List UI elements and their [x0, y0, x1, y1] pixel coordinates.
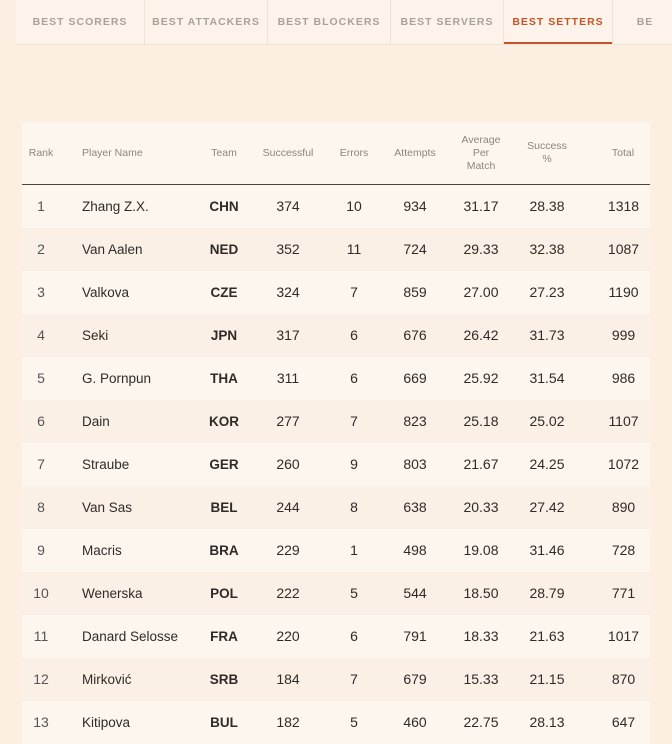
errors-cell: 6 — [350, 327, 358, 343]
successful-cell: 229 — [276, 542, 300, 558]
average-per-match-cell: 26.42 — [463, 327, 499, 343]
team-cell: NED — [209, 241, 239, 257]
attempts-cell: 638 — [403, 499, 427, 515]
total-cell: 771 — [611, 585, 636, 601]
errors-cell: 5 — [350, 714, 358, 730]
team-cell: THA — [210, 370, 238, 386]
table-row[interactable] — [22, 400, 650, 443]
rank-cell: 13 — [33, 714, 49, 730]
header-successful[interactable]: Successful — [250, 122, 326, 185]
stats-tab-bar — [16, 0, 672, 45]
attempts-cell: 498 — [403, 542, 427, 558]
average-per-match-cell: 21.67 — [463, 456, 499, 472]
total-cell: 1190 — [608, 284, 639, 300]
errors-cell: 1 — [350, 542, 358, 558]
attempts-cell: 934 — [403, 198, 427, 215]
average-per-match-cell: 25.92 — [463, 370, 499, 386]
table-row[interactable] — [22, 185, 650, 228]
average-per-match-cell: 18.50 — [463, 585, 499, 601]
total-cell: 986 — [611, 370, 636, 386]
successful-cell: 220 — [276, 628, 300, 644]
rank-cell: 5 — [37, 370, 45, 386]
success-percent-cell: 27.23 — [529, 284, 565, 300]
header-errors[interactable]: Errors — [326, 122, 382, 185]
errors-cell: 6 — [350, 370, 358, 386]
tab-best-more[interactable]: BE — [613, 0, 672, 44]
total-cell: 1072 — [607, 456, 640, 472]
successful-cell: 244 — [276, 499, 300, 515]
average-per-match-cell: 22.75 — [463, 714, 499, 730]
table-row[interactable] — [22, 658, 650, 701]
team-cell: BUL — [210, 714, 238, 730]
successful-cell: 182 — [276, 714, 300, 730]
player-name-cell: Kitipova — [82, 714, 131, 730]
tab-best-attackers[interactable]: BEST ATTACKERS — [145, 0, 268, 44]
successful-cell: 352 — [276, 241, 300, 257]
best-setters-table — [22, 122, 650, 744]
errors-cell: 8 — [350, 499, 358, 515]
average-per-match-cell: 18.33 — [463, 628, 499, 644]
rank-cell: 9 — [37, 542, 45, 558]
average-per-match-cell: 15.33 — [463, 671, 499, 687]
average-per-match-cell: 19.08 — [463, 542, 499, 558]
table-row[interactable] — [22, 572, 650, 615]
header-player-name[interactable]: Player Name — [60, 122, 198, 185]
team-cell: JPN — [210, 327, 238, 343]
successful-cell: 184 — [276, 671, 300, 687]
errors-cell: 5 — [350, 585, 358, 601]
rank-cell: 8 — [37, 499, 45, 515]
total-cell: 1107 — [608, 413, 639, 429]
tab-best-servers[interactable]: BEST SERVERS — [391, 0, 504, 44]
player-name-cell: Valkova — [82, 284, 130, 300]
successful-cell: 260 — [276, 456, 300, 472]
attempts-cell: 803 — [403, 456, 427, 472]
setters-table-container — [22, 122, 650, 744]
success-percent-cell: 28.13 — [529, 714, 565, 730]
table-header-row — [22, 122, 650, 185]
player-name-cell: Zhang Z.X. — [82, 198, 149, 214]
success-percent-cell: 21.15 — [529, 671, 565, 687]
successful-cell: 317 — [276, 327, 300, 343]
player-name-cell: Seki — [82, 327, 109, 343]
success-percent-cell: 28.79 — [529, 585, 565, 601]
average-per-match-cell: 29.33 — [463, 241, 499, 257]
successful-cell: 374 — [276, 198, 300, 215]
rank-cell: 11 — [33, 628, 49, 644]
attempts-cell: 724 — [403, 241, 427, 257]
total-cell: 1087 — [607, 241, 640, 257]
table-row[interactable] — [22, 486, 650, 529]
tab-best-scorers[interactable]: BEST SCORERS — [16, 0, 145, 44]
table-row[interactable] — [22, 529, 650, 572]
errors-cell: 6 — [350, 628, 358, 644]
table-row[interactable] — [22, 228, 650, 271]
success-percent-cell: 31.54 — [529, 370, 565, 386]
successful-cell: 222 — [276, 585, 300, 601]
attempts-cell: 676 — [403, 327, 427, 343]
rank-cell: 4 — [37, 327, 45, 343]
team-cell: CZE — [210, 284, 238, 300]
team-cell: GER — [209, 456, 239, 472]
table-row[interactable] — [22, 615, 650, 658]
player-name-cell: Van Sas — [82, 499, 133, 515]
average-per-match-cell: 31.17 — [463, 198, 499, 215]
errors-cell: 11 — [346, 241, 362, 257]
player-name-cell: G. Pornpun — [82, 370, 152, 386]
team-cell: BEL — [210, 499, 238, 515]
success-percent-cell: 27.42 — [529, 499, 565, 515]
success-percent-cell: 31.46 — [529, 542, 565, 558]
attempts-cell: 823 — [403, 413, 427, 429]
table-row[interactable] — [22, 271, 650, 314]
total-cell: 647 — [611, 714, 636, 730]
rank-cell: 10 — [33, 585, 49, 601]
header-success-percent[interactable]: Success % — [514, 122, 580, 185]
successful-cell: 324 — [276, 284, 300, 300]
table-row[interactable] — [22, 701, 650, 744]
attempts-cell: 544 — [403, 585, 427, 601]
success-percent-cell: 21.63 — [529, 628, 565, 644]
total-cell: 1318 — [607, 198, 640, 215]
player-name-cell: Dain — [82, 413, 110, 429]
errors-cell: 7 — [350, 284, 358, 300]
player-name-cell: Wenerska — [82, 585, 143, 601]
successful-cell: 311 — [276, 370, 300, 386]
errors-cell: 9 — [350, 456, 358, 472]
header-attempts[interactable]: Attempts — [382, 122, 448, 185]
rank-cell: 6 — [37, 413, 45, 429]
errors-cell: 10 — [346, 198, 362, 215]
player-name-cell: Danard Selosse — [82, 628, 179, 644]
table-body — [22, 185, 650, 744]
team-cell: FRA — [210, 628, 238, 644]
success-percent-cell: 32.38 — [529, 241, 565, 257]
average-per-match-cell: 25.18 — [463, 413, 499, 429]
header-rank[interactable]: Rank — [22, 122, 60, 185]
tab-best-setters[interactable]: BEST SETTERS — [504, 0, 613, 44]
success-percent-cell: 25.02 — [529, 413, 565, 429]
success-percent-cell: 24.25 — [529, 456, 565, 472]
errors-cell: 7 — [350, 671, 358, 687]
errors-cell: 7 — [350, 413, 358, 429]
attempts-cell: 669 — [403, 370, 427, 386]
attempts-cell: 679 — [403, 671, 427, 687]
success-percent-cell: 31.73 — [529, 327, 565, 343]
average-per-match-cell: 27.00 — [463, 284, 499, 300]
player-name-cell: Van Aalen — [82, 241, 143, 257]
average-per-match-cell: 20.33 — [463, 499, 499, 515]
total-cell: 728 — [611, 542, 636, 558]
total-cell: 1017 — [607, 628, 640, 644]
total-cell: 890 — [611, 499, 636, 515]
attempts-cell: 460 — [403, 714, 427, 730]
successful-cell: 277 — [276, 413, 300, 429]
rank-cell: 3 — [37, 284, 45, 300]
table-row[interactable] — [22, 314, 650, 357]
team-cell: SRB — [209, 671, 239, 687]
player-name-cell: Macris — [82, 542, 122, 558]
player-name-cell: Mirković — [82, 671, 132, 687]
rank-cell: 7 — [37, 456, 45, 472]
team-cell: BRA — [209, 542, 239, 558]
total-cell: 999 — [611, 327, 636, 343]
team-cell: POL — [210, 585, 238, 601]
rank-cell: 1 — [37, 198, 45, 215]
success-percent-cell: 28.38 — [529, 198, 565, 215]
rank-cell: 2 — [37, 241, 45, 257]
total-cell: 870 — [611, 671, 636, 687]
header-average-per-match[interactable]: Average Per Match — [448, 122, 514, 185]
table-row[interactable] — [22, 443, 650, 486]
header-total[interactable]: Total — [580, 122, 650, 185]
team-cell: CHN — [209, 198, 239, 214]
tab-best-blockers[interactable]: BEST BLOCKERS — [268, 0, 391, 44]
table-row[interactable] — [22, 357, 650, 400]
attempts-cell: 859 — [403, 284, 427, 300]
attempts-cell: 791 — [403, 628, 427, 644]
header-team[interactable]: Team — [198, 122, 250, 185]
team-cell: KOR — [209, 413, 239, 429]
player-name-cell: Straube — [82, 456, 130, 472]
rank-cell: 12 — [33, 671, 49, 687]
